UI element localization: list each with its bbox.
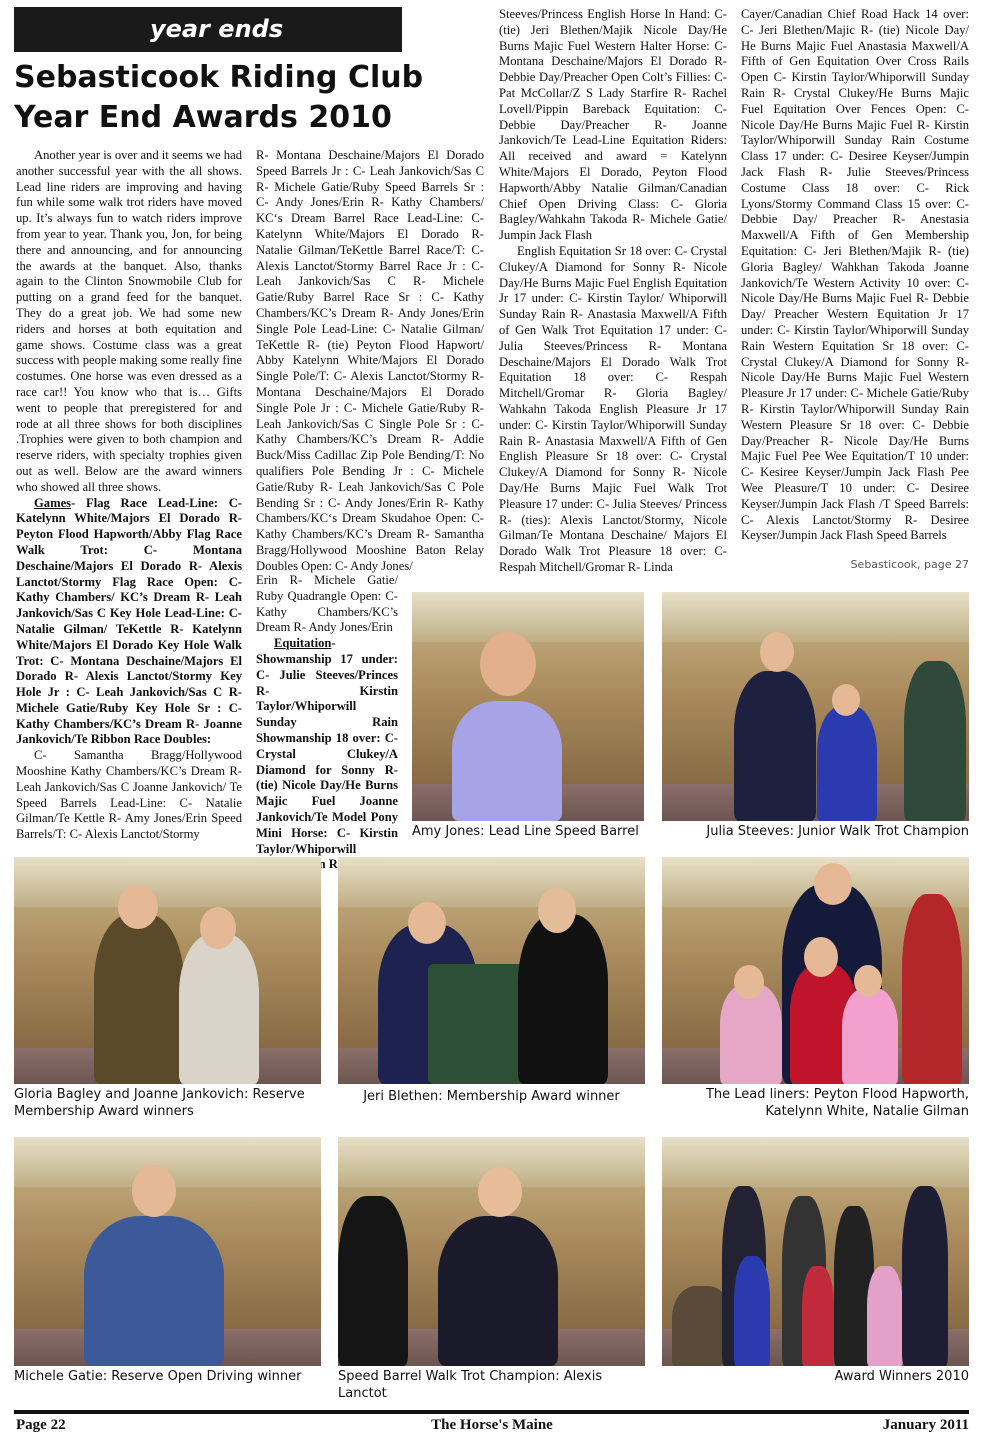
section-banner: year ends (14, 7, 402, 52)
continued-line: Sebasticook, page 27 (850, 558, 969, 571)
article-column-2-narrow (256, 573, 398, 872)
photo-caption: The Lead liners: Peyton Flood Hapworth, Katelynn White, Natalie Gilman (705, 1087, 969, 1119)
equitation-results: - Showmanship 17 under: C- Julie Steeves/Princes R- Kirstin Taylor/Whiporwill Sunday Rain Showmanship 18 over: C- Crystal Clukey/A Diamond for Sonny R- (tie) Nicole Day/He Burns Majic Fuel Joanne Jankovich/Te Model Pony Mini Horse: C- Kirstin Taylor/Whiporwill R- (256, 636, 398, 872)
equitation-results-2: English Equitation Sr 18 over: C- Crystal Clukey/A Diamond for Sonny R- Nicole Day/He Burns Majic Fuel English Equitation Jr 17 under: C- Kirstin Taylor/ Whiporwill Sunday Rain R- Anastasia Maxwell/A Fifth of Gen Walk Trot Equitation 17 under: C- Julia Steeves/Princess R- Montana Deschaine/Majors El Dorado Walk Trot Equitation 18 over: C- Respah Mitchell/Gromar R- Gloria Bagley/ Wahkahn Takoda English Pleasure Jr 17 under: C- Kirstin Taylor/Whiporwill Sunday Rain R- Anastasia Maxwell/A Fifth of Gen English Pleasure Sr 18 over: C- Crystal Clukey/A Diamond for Sonny R- Nicole Day/He Burns Majic Fuel Walk Trot Pleasure 17 under: C- Julia Steeves/ Princess R- (ties): Alexis Lanctot/Stormy, Nicole Gilman/Te Montana Deschaine/ Majors El Dorado Walk Trot Pleasure 18 over: C- Respah Mitchell/Gromar R- Linda (499, 243, 727, 574)
equitation-results-cont: Steeves/Princess English Horse In Hand: C- (tie) Jeri Blethen/Majik Nicole Day/He Burns Majic Fuel Western Halter Horse: C- Montana Deschaine/Majors El Dorado R- Debbie Day/Preacher Open Colt’s Fillies: C- Pat McCollar/Z S Lady Starfire R- Rachel Lovell/Pippin Bareback Equitation: C- Debbie Day/Preacher R- Joanne Jankovich/Te Lead-Line Equitation Riders: All received and award = Katelynn White/Majors El Dorado, Peyton Flood Hapworth/Abby Natalie Gilman/Canadian Chief Open Driving Class: C- Gloria Bagley/Wahkahn Takoda R- Michele Gatie/ Jumpin Jack Flash (499, 7, 727, 243)
photo-caption: Julia Steeves: Junior Walk Trot Champion (706, 824, 969, 839)
photo-alexis-lanctot (338, 1137, 645, 1366)
photo-julia-steeves (662, 592, 969, 821)
photo-caption: Michele Gatie: Reserve Open Driving winner (14, 1369, 302, 1384)
photo-michele-gatie (14, 1137, 321, 1366)
photo-caption: Award Winners 2010 (834, 1369, 969, 1384)
footer-date: January 2011 (882, 1417, 969, 1433)
footer-publication: The Horse's Maine (431, 1417, 553, 1433)
photo-amy-jones (412, 592, 644, 821)
games-results: - Flag Race Lead-Line: C- Katelynn White/Majors El Dorado R- Peyton Flood Hapworth/Abby Flag Race Walk Trot: C- Montana Deschaine/Majors El Dorado R- Alexis Lanctot/Stormy Flag Race Open: C- Kathy Chambers/ KC’s Dream R- Leah Jankovich/Sas C Key Hole Lead-Line: C- Natalie Gilman/ TeKettle R- Katelynn White/Majors El Dorado Key Hole Walk Trot: C- Montana Deschaine/Majors El Dorado R- Alexis Lanctot/Stormy Key Hole Jr : C- Leah Jankovich/Sas C R- Michele Gatie/Ruby Key Hole Sr : C- Kathy Chambers/KC’s Dream R- Joanne Jankovich/Te Ribbon Race Doubles: (16, 495, 242, 747)
footer-rule (14, 1410, 969, 1414)
equitation-results-3: Cayer/Canadian Chief Road Hack 14 over: C- Jeri Blethen/Majic R- (tie) Nicole Day/ He Burns Majic Fuel Anastasia Maxwell/A Fifth of Gen Equitation Over Cross Rails Open C- Kirstin Taylor/Whiporwill Sunday Rain R- Crystal Clukey/He Burns Majic Fuel Equitation Over Fences Open: C- Nicole Day/He Burns Majic Fuel R- Kirstin Taylor/Whiporwill Sunday Rain Costume Class 17 under: C- Desiree Keyser/Jumpin Jack Flash R- Julie Steeves/Princess Costume Class 18 over: C- Rick Lyons/Stormy Command Class 15 over: C- Debbie Day/ Preacher R- Anestasia Maxwell/A Fifth of Gen Membership Equitation: C- Jeri Blethen/Majik R- (tie) Gloria Bagley/ Wahkhan Takoda Joanne Jankovich/Te Western Activity 10 over: C- Nicole Day/He Burns Majic Fuel R- Debbie Day/ Preacher Western Equitation Jr 17 under: C- Kirstin Taylor/Whiporwill Sunday Rain Western Equitation Sr 18 over: C- Crystal Clukey/A Diamond for Sonny R- Nicole Day/He Burns Majic Fuel Western Pleasure Jr 17 under: C- Michele Gatie/Ruby R- Kirstin Taylor/Whiporwill Sunday Rain Western Pleasure Sr 18 over: C- Debbie Day/Preacher R- Nicole Day/He Burns Majic Fuel Pee Wee Equitation/T 10 under: C- Kesiree Keyser/Jumpin Jack Flash Pee Wee Pleasure/T 10 under: C- Desiree Keyser/Jumpin Jack Flash /T Speed Barrels: C- Alexis Lanctot/Stormy R- Desiree Keyser/Jumpin Jack Flash Speed Barrels (741, 7, 969, 543)
article-column-3 (499, 7, 727, 575)
photo-lead-liners (662, 857, 969, 1084)
article-column-4 (741, 7, 969, 547)
photo-caption: Gloria Bagley and Joanne Jankovich: Reserve Membership Award winners (14, 1087, 305, 1119)
equitation-heading: Equitation (274, 636, 332, 651)
photo-caption: Amy Jones: Lead Line Speed Barrel (412, 824, 639, 839)
footer-page-number: Page 22 (16, 1417, 66, 1433)
games-heading: Games (34, 495, 72, 510)
intro-paragraph: Another year is over and it seems we had another successful year with the all shows. Lead line riders are improving and having fun while some walk trot riders have moved up. It’s always fun to watch riders improve from year to year. Thank you, Jon, for being there and announcing, and for announcing the awards at the banquet. Also, thanks again to the Clinton Snowmobile Club for putting on a grand feed for the banquet. They do a great job. We had some new riders and horses at both equitation and game shows. Costume class was a great success with people making some really fine costumes. One horse was even dressed as a race car!! You know who that is… Gifts went to people that preregistered for and rode at all three shows for both disciplines .Trophies were given to both champion and reserve riders, with specialty trophies given out as well. Below are the award winners who showed all three shows. (16, 148, 242, 494)
article-headline: Sebasticook Riding Club Year End Awards 2010 (14, 60, 424, 135)
ribbon-results: C- Samantha Bragg/Hollywood Mooshine Kathy Chambers/KC’s Dream R- Leah Jankovich/Sas C Joanne Jankovich/ Te Speed Barrels Lead-Line: C- Natalie Gilman/Te Kettle R- Amy Jones/Erin Speed Barrels/T: C- Alexis Lanctot/Stormy (16, 748, 242, 842)
photo-award-winners (662, 1137, 969, 1366)
article-column-2 (256, 148, 484, 573)
photo-gloria-joanne (14, 857, 321, 1084)
article-column-1 (16, 148, 242, 848)
photo-caption: Speed Barrel Walk Trot Champion: Alexis Lanctot (338, 1369, 603, 1401)
games-results-end: Erin R- Michele Gatie/ Ruby Quadrangle Open: C- Kathy Chambers/KC’s Dream R- Andy Jones/Erin (256, 573, 398, 635)
photo-jeri-blethen (338, 857, 645, 1084)
photo-caption: Jeri Blethen: Membership Award winner (363, 1089, 620, 1104)
games-results-cont: R- Montana Deschaine/Majors El Dorado Speed Barrels Jr : C- Leah Jankovich/Sas C R- Michele Gatie/Ruby Speed Barrels Sr : C- Andy Jones/Erin R- Kathy Chambers/ KC‘s Dream Barrel Race Lead-Line: C- Katelynn White/Majors El Dorado R- Natalie Gilman/TeKettle Barrel Race/T: C- Alexis Lanctot/Stormy Barrel Race Jr : C- Leah Jankovich/Sas C R- Michele Gatie/Ruby Barrel Race Sr : C- Kathy Chambers/KC’s Dream R- Andy Jones/Erin Single Pole Lead-Line: C- Natalie Gilman/ TeKettle R- (tie) Peyton Flood Hapwort/ Abby Katelynn White/Majors El Dorado Single Pole/T: C- Alexis Lanctot/Stormy R- Montana Deschaine/Majors El Dorado Single Pole Jr : C- Michele Gatie/Ruby R- Leah Jankovich/Sas C Single Pole Sr : C- Kathy Chambers/KC’s Dream R- Addie Buck/Miss Cadillac Zip Pole Bending/T: No qualifiers Pole Bending Jr : C- Michele Gatie/Ruby R- Leah Jankovich/Sas C Pole Bending Sr : C- Andy Jones/Erin R- Kathy Chambers/KC‘s Dream Skudahoe Open: C- Kathy Chambers/KC’s Dream R- Samantha Bragg/Hollywood Mooshine Baton Relay Doubles Open: C- Andy Jones/ (256, 148, 484, 573)
